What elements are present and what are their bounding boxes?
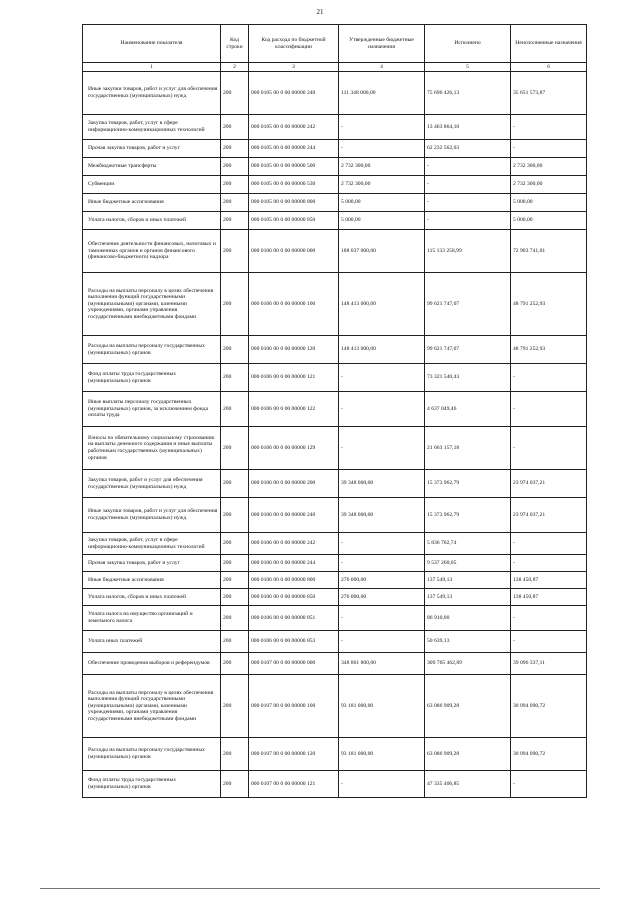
row-executed: 62 232 562,03 [425,140,511,158]
row-approved: 93 181 000,00 [339,675,425,738]
row-budget-code: 000 0107 00 0 00 00000 120 [249,738,339,771]
row-line-code: 200 [221,427,249,470]
row-budget-code: 000 0105 00 0 00 00000 244 [249,140,339,158]
table-row [83,230,587,273]
row-name: Уплата иных платежей [83,631,221,653]
row-approved: - [339,427,425,470]
table-row [83,631,587,653]
row-line-code: 200 [221,675,249,738]
row-name: Уплата налогов, сборов и иных платежей [83,212,221,230]
row-executed: 15 373 962,79 [425,498,511,533]
table-row [83,115,587,140]
table-row [83,336,587,364]
row-line-code: 200 [221,140,249,158]
row-name: Иные закупки товаров, работ и услуг для обеспечения государственных (муниципальных) нужд [83,498,221,533]
header-unexecuted: Неисполненные назначения [511,25,587,63]
table-row [83,364,587,392]
row-approved: - [339,533,425,555]
row-executed: 47 335 406,85 [425,771,511,798]
row-unexecuted: 30 094 090,72 [511,738,587,771]
row-budget-code: 000 0105 00 0 00 00000 530 [249,176,339,194]
row-name: Иные бюджетные ассигнования [83,572,221,589]
header-code-line: Код строки [221,25,249,63]
row-budget-code: 000 0107 00 0 00 00000 000 [249,653,339,675]
row-budget-code: 000 0106 00 0 00 00000 200 [249,470,339,498]
row-name: Взносы по обязательному социальному страхованию на выплаты денежного содержания и иные выплаты работникам государственных (муниципальных) органов [83,427,221,470]
row-approved: 5 000,00 [339,212,425,230]
row-approved: - [339,140,425,158]
table-row [83,589,587,606]
column-number: 5 [425,63,511,72]
row-name: Иные закупки товаров, работ и услуг для обеспечения государственных (муниципальных) нужд [83,72,221,115]
table-header-row [83,25,587,63]
table-row [83,653,587,675]
table-row [83,176,587,194]
table-row [83,606,587,631]
row-line-code: 200 [221,392,249,427]
page-bottom-rule [40,888,600,889]
row-budget-code: 000 0106 00 0 00 00000 244 [249,555,339,572]
row-unexecuted: - [511,140,587,158]
row-approved: 2 732 300,00 [339,176,425,194]
row-name: Субвенции [83,176,221,194]
table-row [83,273,587,336]
column-number-row [83,63,587,72]
row-line-code: 200 [221,273,249,336]
row-unexecuted: 30 094 090,72 [511,675,587,738]
row-line-code: 200 [221,606,249,631]
row-name: Фонд оплаты труда государственных (муниципальных) органов [83,771,221,798]
table-row [83,572,587,589]
row-executed: 99 621 747,07 [425,336,511,364]
budget-execution-table [82,24,587,798]
row-budget-code: 000 0106 00 0 00 00000 800 [249,572,339,589]
column-number: 3 [249,63,339,72]
row-unexecuted: - [511,427,587,470]
row-executed: 99 621 747,07 [425,273,511,336]
row-name: Иные выплаты персоналу государственных (муниципальных) органов, за исключением фонда оплаты труда [83,392,221,427]
table-row [83,675,587,738]
row-approved: 148 413 000,00 [339,273,425,336]
row-line-code: 200 [221,72,249,115]
row-approved: 188 037 000,00 [339,230,425,273]
row-budget-code: 000 0106 00 0 00 00000 120 [249,336,339,364]
row-approved: - [339,392,425,427]
row-executed: 50 639,13 [425,631,511,653]
row-unexecuted: 23 974 037,21 [511,498,587,533]
row-unexecuted: - [511,771,587,798]
row-unexecuted: 35 651 573,87 [511,72,587,115]
row-approved: 2 732 300,00 [339,158,425,176]
row-executed: 63 086 909,28 [425,675,511,738]
row-line-code: 200 [221,230,249,273]
row-line-code: 200 [221,498,249,533]
row-executed: 309 765 462,89 [425,653,511,675]
table-row [83,498,587,533]
table-row [83,771,587,798]
row-line-code: 200 [221,572,249,589]
row-budget-code: 000 0106 00 0 00 00000 853 [249,631,339,653]
row-approved: 5 000,00 [339,194,425,212]
row-budget-code: 000 0105 00 0 00 00000 240 [249,72,339,115]
page-number: 21 [316,8,324,16]
row-approved: 148 413 000,00 [339,336,425,364]
row-unexecuted: 2 732 300,00 [511,158,587,176]
row-unexecuted: - [511,392,587,427]
table-row [83,158,587,176]
row-approved: 39 348 000,00 [339,498,425,533]
row-executed: - [425,212,511,230]
row-line-code: 200 [221,470,249,498]
row-line-code: 200 [221,212,249,230]
row-name: Расходы на выплаты персоналу в целях обеспечения выполнения функций государственными (муниципальными) органами, казенными учреждениями, органами управления государственными внебюджетными фондами [83,675,221,738]
row-executed: 75 696 426,13 [425,72,511,115]
row-unexecuted: 5 000,00 [511,194,587,212]
row-approved: - [339,606,425,631]
row-unexecuted: 5 000,00 [511,212,587,230]
row-executed: 86 910,00 [425,606,511,631]
row-line-code: 200 [221,631,249,653]
row-executed: 9 537 260,05 [425,555,511,572]
row-budget-code: 000 0106 00 0 00 00000 240 [249,498,339,533]
row-line-code: 200 [221,653,249,675]
row-name: Расходы на выплаты персоналу государственных (муниципальных) органов [83,738,221,771]
row-budget-code: 000 0105 00 0 00 00000 242 [249,115,339,140]
row-budget-code: 000 0105 00 0 00 00000 500 [249,158,339,176]
row-name: Иные бюджетные ассигнования [83,194,221,212]
row-approved: 276 000,00 [339,572,425,589]
row-line-code: 200 [221,771,249,798]
table-row [83,194,587,212]
header-name: Наименование показателя [83,25,221,63]
row-budget-code: 000 0106 00 0 00 00000 100 [249,273,339,336]
row-unexecuted: 39 096 337,11 [511,653,587,675]
row-executed: 73 321 540,43 [425,364,511,392]
table-row [83,470,587,498]
row-approved: 276 000,00 [339,589,425,606]
row-budget-code: 000 0105 00 0 00 00000 800 [249,194,339,212]
column-number: 4 [339,63,425,72]
column-number: 1 [83,63,221,72]
row-budget-code: 000 0106 00 0 00 00000 122 [249,392,339,427]
row-approved: - [339,631,425,653]
row-unexecuted: 23 974 037,21 [511,470,587,498]
header-executed: Исполнено [425,25,511,63]
row-name: Закупка товаров, работ, услуг в сфере информационно-коммуникационных технологий [83,115,221,140]
row-budget-code: 000 0106 00 0 00 00000 850 [249,589,339,606]
row-executed: 137 549,13 [425,572,511,589]
row-approved: - [339,364,425,392]
row-executed: 137 549,13 [425,589,511,606]
row-name: Уплата налога на имущество организаций и земельного налога [83,606,221,631]
column-number: 2 [221,63,249,72]
row-approved: 111 348 000,00 [339,72,425,115]
row-unexecuted: 48 791 252,93 [511,273,587,336]
row-budget-code: 000 0106 00 0 00 00000 242 [249,533,339,555]
table-row [83,140,587,158]
table-row [83,427,587,470]
row-executed: 115 133 258,99 [425,230,511,273]
row-budget-code: 000 0106 00 0 00 00000 129 [249,427,339,470]
row-approved: - [339,115,425,140]
row-executed: 21 663 157,18 [425,427,511,470]
row-line-code: 200 [221,194,249,212]
row-line-code: 200 [221,589,249,606]
row-executed: 5 836 702,74 [425,533,511,555]
row-name: Прочая закупка товаров, работ и услуг [83,140,221,158]
row-executed: 4 637 049,46 [425,392,511,427]
row-budget-code: 000 0107 00 0 00 00000 121 [249,771,339,798]
row-line-code: 200 [221,364,249,392]
row-name: Обеспечение проведения выборов и референдумов [83,653,221,675]
row-name: Прочая закупка товаров, работ и услуг [83,555,221,572]
row-line-code: 200 [221,738,249,771]
row-unexecuted: 138 450,87 [511,572,587,589]
row-unexecuted: - [511,606,587,631]
row-executed: - [425,158,511,176]
row-name: Уплата налогов, сборов и иных платежей [83,589,221,606]
table-row [83,72,587,115]
row-budget-code: 000 0107 00 0 00 00000 100 [249,675,339,738]
row-budget-code: 000 0106 00 0 00 00000 000 [249,230,339,273]
header-budget-code: Код расхода по бюджетной классификации [249,25,339,63]
row-name: Обеспечение деятельности финансовых, налоговых и таможенных органов и органов финансового (финансово-бюджетного) надзора [83,230,221,273]
row-approved: 348 861 800,00 [339,653,425,675]
row-unexecuted: - [511,364,587,392]
row-approved: - [339,771,425,798]
row-unexecuted: - [511,115,587,140]
row-executed: 15 373 962,79 [425,470,511,498]
row-unexecuted: 72 903 741,01 [511,230,587,273]
row-line-code: 200 [221,115,249,140]
row-name: Расходы на выплаты персоналу государственных (муниципальных) органов [83,336,221,364]
row-name: Фонд оплаты труда государственных (муниципальных) органов [83,364,221,392]
row-unexecuted: - [511,533,587,555]
row-unexecuted: 138 450,87 [511,589,587,606]
row-line-code: 200 [221,158,249,176]
row-line-code: 200 [221,555,249,572]
table-row [83,392,587,427]
row-executed: - [425,194,511,212]
row-line-code: 200 [221,336,249,364]
row-executed: 63 086 909,28 [425,738,511,771]
row-unexecuted: 2 732 300,00 [511,176,587,194]
row-unexecuted: - [511,555,587,572]
row-budget-code: 000 0106 00 0 00 00000 121 [249,364,339,392]
row-approved: 93 181 000,00 [339,738,425,771]
table-row [83,533,587,555]
row-name: Закупка товаров, работ, услуг в сфере информационно-коммуникационных технологий [83,533,221,555]
row-unexecuted: 48 791 252,93 [511,336,587,364]
row-unexecuted: - [511,631,587,653]
row-line-code: 200 [221,533,249,555]
row-name: Межбюджетные трансферты [83,158,221,176]
row-name: Закупка товаров, работ и услуг для обеспечения государственных (муниципальных) нужд [83,470,221,498]
row-name: Расходы на выплаты персоналу в целях обеспечения выполнения функций государственными (муниципальными) органами, казенными учреждениями, органами управления государственными внебюджетными фондами [83,273,221,336]
table-row [83,738,587,771]
row-executed: 13 463 864,10 [425,115,511,140]
row-budget-code: 000 0106 00 0 00 00000 851 [249,606,339,631]
row-approved: - [339,555,425,572]
row-line-code: 200 [221,176,249,194]
header-approved: Утвержденные бюджетные назначения [339,25,425,63]
column-number: 6 [511,63,587,72]
row-approved: 39 348 000,00 [339,470,425,498]
row-executed: - [425,176,511,194]
table-row [83,212,587,230]
row-budget-code: 000 0105 00 0 00 00000 850 [249,212,339,230]
table-row [83,555,587,572]
